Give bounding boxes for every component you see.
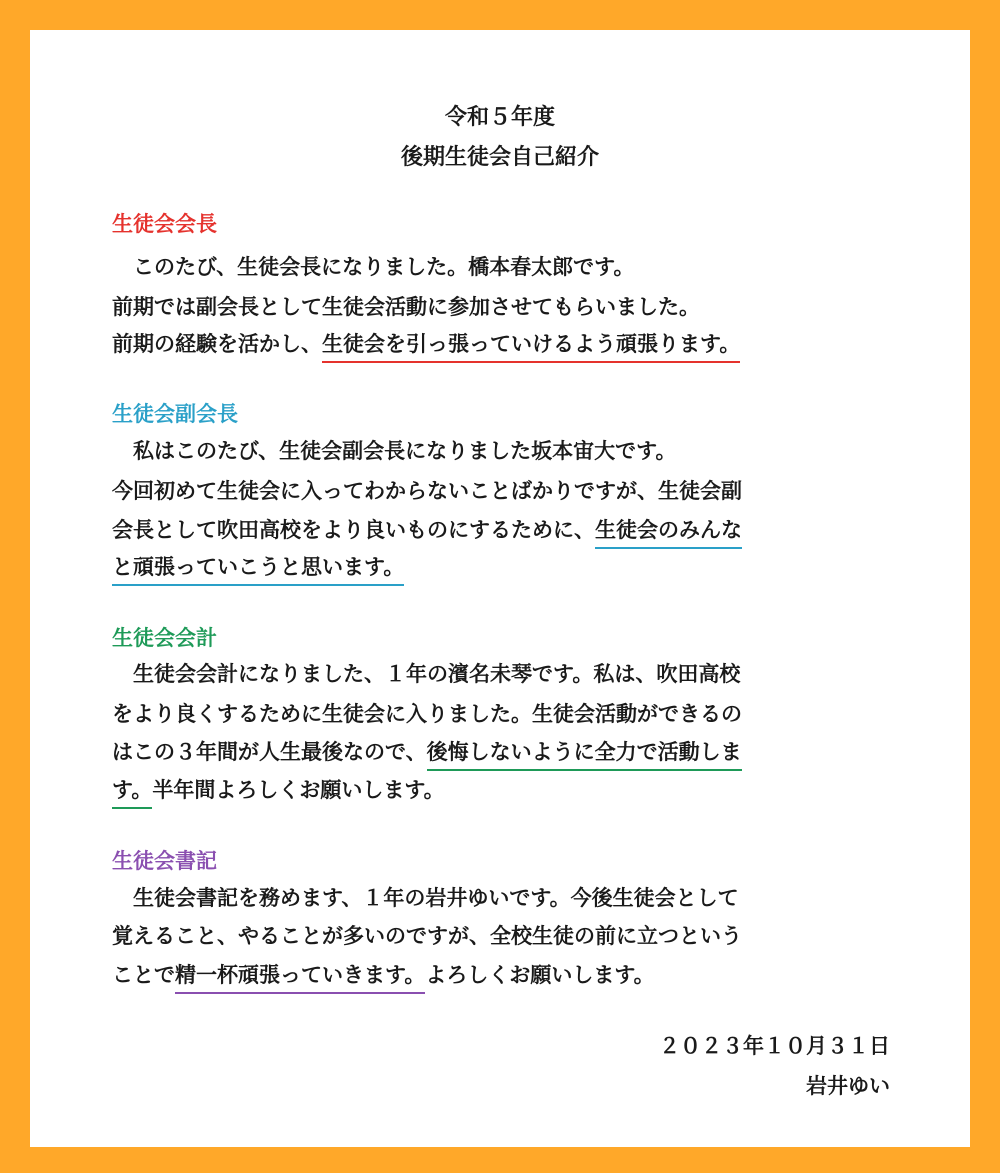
text-line: このたび、生徒会長になりました。橋本春太郎です。: [112, 255, 635, 279]
plain-text: 会長として吹田高校をより良いものにするために、: [112, 518, 595, 542]
section-heading-treasurer: 生徒会会計: [112, 626, 217, 650]
text-line: をより良くするために生徒会に入りました。生徒会活動ができるの: [112, 702, 742, 726]
text-line: 生徒会書記を務めます、１年の岩井ゆいです。今後生徒会として: [112, 886, 739, 910]
text-line: 今回初めて生徒会に入ってわからないことばかりですが、生徒会副: [112, 479, 742, 503]
text-line: [112, 328, 740, 358]
text-line: 前期では副会長として生徒会活動に参加させてもらいました。: [112, 295, 700, 319]
document-title-year: 令和５年度: [444, 105, 555, 130]
text-line: 生徒会会計になりました、１年の濱名未琴です。私は、吹田高校: [112, 662, 741, 686]
document-title: 後期生徒会自己紹介: [400, 145, 599, 170]
underlined-highlight: 生徒会のみんな: [595, 518, 742, 549]
plain-text: 半年間よろしくお願いします。: [152, 778, 445, 802]
plain-text: ことで: [112, 963, 175, 987]
text-line: [112, 959, 655, 989]
section-heading-president: 生徒会会長: [112, 212, 217, 236]
underlined-highlight: と頑張っていこうと思います。: [112, 555, 404, 586]
underlined-highlight: 後悔しないように全力で活動しま: [427, 740, 742, 771]
text-line: 覚えること、やることが多いのですが、全校生徒の前に立つという: [112, 924, 742, 948]
document-date: ２０２３年１０月３１日: [659, 1034, 890, 1058]
text-line: [112, 514, 742, 544]
document-page: [30, 30, 970, 1147]
underlined-highlight: 生徒会を引っ張っていけるよう頑張ります。: [322, 332, 740, 363]
plain-text: よろしくお願いします。: [425, 963, 655, 987]
plain-text: 前期の経験を活かし、: [112, 332, 322, 356]
underlined-highlight: す。: [112, 778, 152, 809]
section-heading-vice-president: 生徒会副会長: [112, 402, 238, 426]
underlined-highlight: 精一杯頑張っていきます。: [175, 963, 425, 994]
section-heading-secretary: 生徒会書記: [112, 849, 217, 873]
text-line: [112, 736, 742, 766]
text-line: 私はこのたび、生徒会副会長になりました坂本宙大です。: [112, 439, 677, 463]
plain-text: はこの３年間が人生最後なので、: [112, 740, 427, 764]
text-line: [112, 551, 404, 581]
author-signature: 岩井ゆい: [806, 1074, 890, 1098]
text-line: [112, 774, 445, 804]
